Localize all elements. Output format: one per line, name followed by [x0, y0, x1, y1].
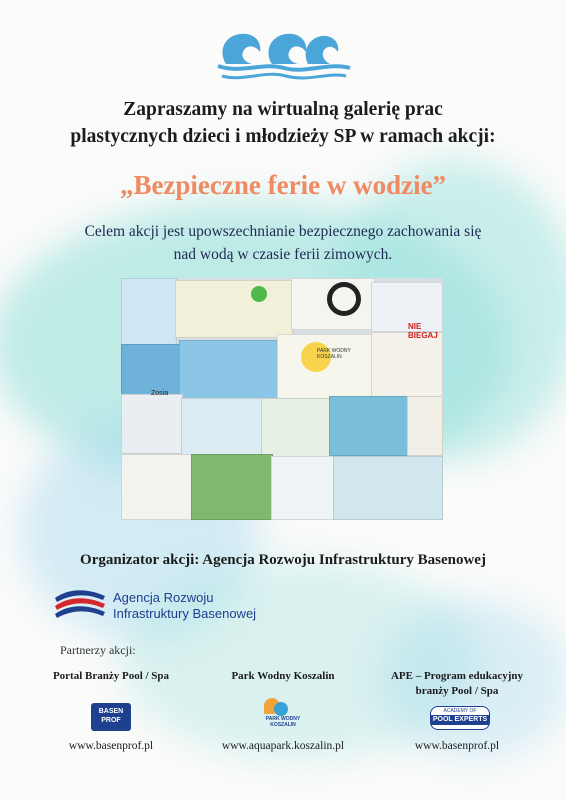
logo-line: PARK WODNY: [265, 716, 301, 722]
drawing: [179, 340, 279, 400]
aquapark-logo: [262, 698, 304, 732]
headline: [0, 96, 566, 150]
ape-logo: [430, 706, 490, 730]
organizer: Organizator akcji: Agencja Rozwoju Infrastruktury Basenowej: [80, 552, 486, 568]
partner-url[interactable]: www.basenprof.pl: [414, 740, 500, 752]
logo-line: PROF: [101, 717, 121, 724]
drawing: [271, 456, 335, 520]
drawing: [121, 344, 181, 396]
campaign-goal: [0, 220, 566, 266]
wave-logo-icon: [212, 24, 354, 82]
logo-line: Agencja Rozwoju: [113, 590, 214, 605]
partner-column: [372, 669, 542, 699]
logo-line: KOSZALIN: [270, 722, 296, 728]
logo-line: POOL EXPERTS: [432, 716, 488, 723]
partner-name: Portal Branży Pool / Spa: [52, 670, 170, 682]
basenprof-logo: [91, 703, 131, 731]
gallery-photo: [121, 278, 443, 520]
drawing: [333, 456, 443, 520]
drawing: [175, 280, 293, 338]
goal-line: Celem akcji jest upowszechnianie bezpiecznego zachowania się: [84, 223, 482, 240]
headline-line: Zapraszamy na wirtualną galerię prac: [123, 99, 443, 120]
drawing: [329, 396, 409, 456]
balloon-drawing: [251, 286, 267, 302]
campaign-slogan: „Bezpieczne ferie w wodzie”: [119, 170, 447, 200]
partner-url[interactable]: www.basenprof.pl: [68, 740, 154, 752]
arib-logo: [53, 588, 273, 624]
partner-name: Park Wodny Koszalin: [231, 670, 335, 682]
arib-wave-icon: [53, 588, 109, 622]
drawing: [191, 454, 273, 520]
drawing: [121, 454, 193, 520]
drawing: [121, 394, 183, 454]
partners-label: Partnerzy akcji:: [60, 643, 136, 657]
drawing: [121, 278, 177, 348]
logo-line: BASEN: [98, 708, 124, 715]
partner-column: [198, 669, 368, 684]
headline-line: plastycznych dzieci i młodzieży SP w ramach akcji:: [70, 126, 496, 147]
partner-url[interactable]: www.aquapark.koszalin.pl: [221, 740, 345, 752]
partner-name: APE – Program edukacyjny: [390, 670, 524, 682]
partner-name-line2: branży Pool / Spa: [415, 685, 499, 697]
aquapark-drop-icon: [274, 702, 288, 716]
drawing: [371, 332, 443, 398]
logo-line: Infrastruktury Basenowej: [113, 606, 257, 621]
drawing-text: NIE BIEGAJ: [408, 322, 438, 340]
drawing: [407, 396, 443, 456]
drawing-text: PARK WODNY KOSZALIN: [317, 348, 351, 360]
hoop-drawing: [327, 282, 361, 316]
drawing: [261, 398, 331, 458]
logo-line: ACADEMY OF: [443, 708, 477, 714]
drawing-text: Zosia: [151, 390, 169, 397]
drawing: [181, 398, 263, 456]
goal-line: nad wodą w czasie ferii zimowych.: [173, 246, 393, 263]
partner-column: [26, 669, 196, 684]
